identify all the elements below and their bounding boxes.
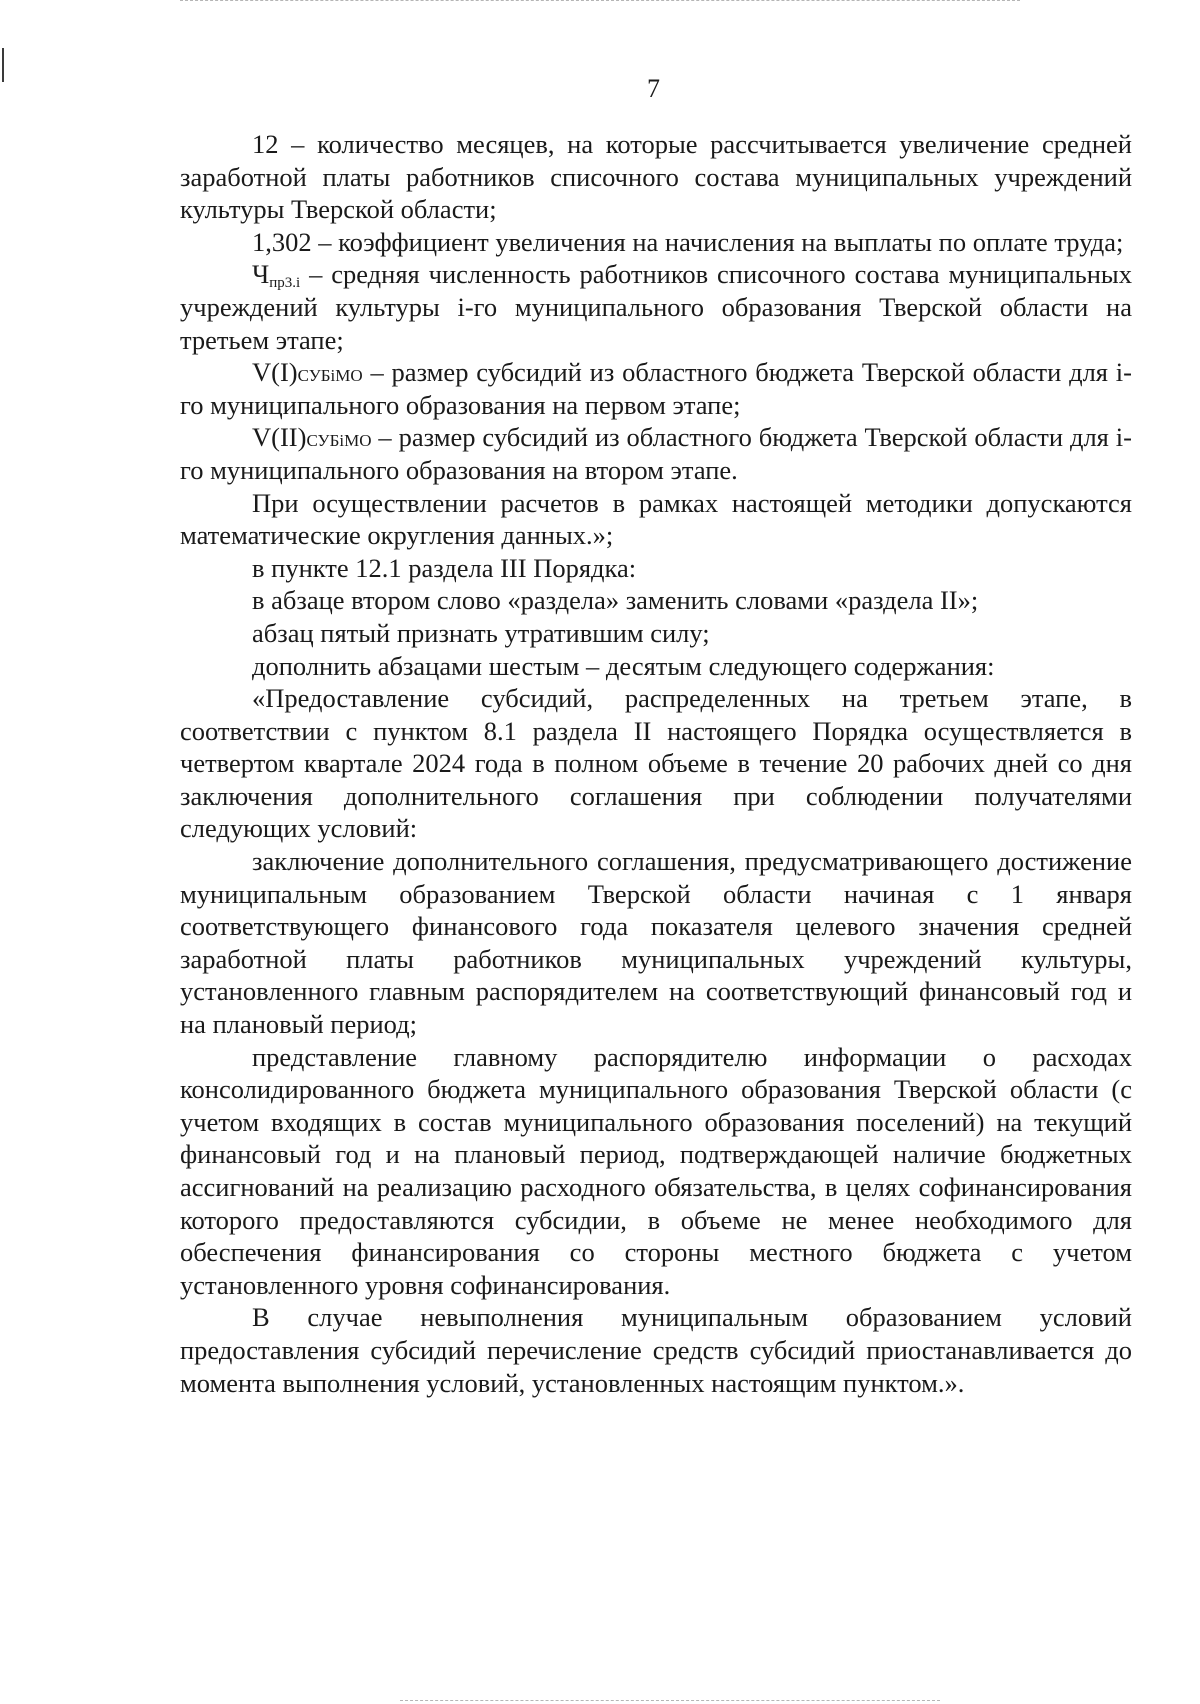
paragraph-subsidy-first-text: – размер субсидий из областного бюджета Тверской области для i-го муниципального образования на первом этапе; (180, 357, 1132, 420)
paragraph-coefficient: 1,302 – коэффициент увеличения на начисления на выплаты по оплате труда; (252, 226, 1124, 257)
paragraph-rounding: При осуществлении расчетов в рамках настоящей методики допускаются математические округления данных.»; (180, 487, 1132, 551)
formula-subscript: СУБiМО (297, 366, 363, 386)
scan-edge-bottom (400, 1700, 940, 1701)
paragraph-provision: «Предоставление субсидий, распределенных на третьем этапе, в соответствии с пунктом 8.1 раздела II настоящего Порядка осуществляется в четвертом квартале 2024 года в полном объеме в течение 20 рабочих дней со дня заключения дополнительного соглашения при соблюдении получателями следующих условий: (180, 683, 1132, 844)
paragraph-repeal-fifth: абзац пятый признать утратившим силу; (252, 617, 710, 648)
body-text (180, 128, 1132, 1399)
paragraph-suspension: В случае невыполнения муниципальным образованием условий предоставления субсидий перечисление средств субсидий приостанавливается до момента выполнения условий, установленных настоящим пунктом.». (180, 1302, 1132, 1398)
paragraph-add-paragraphs: дополнить абзацами шестым – десятым следующего содержания: (252, 650, 995, 681)
formula-symbol: V(I) (252, 357, 298, 388)
paragraph-headcount-text: – средняя численность работников списочного состава муниципальных учреждений культуры i-го муниципального образования Тверской области на третьем этапе; (180, 259, 1132, 355)
paragraph-condition-information: представление главному распорядителю информации о расходах консолидированного бюджета муниципального образования Тверской области (с учетом входящих в состав муниципального образования поселений) на текущий финансовый год и на плановый период, подтверждающей наличие бюджетных ассигнований на реализацию расходного обязательства, в целях софинансирования которого предоставляются субсидии, в объеме не менее необходимого для обеспечения финансирования со стороны местного бюджета с учетом установленного уровня софинансирования. (180, 1041, 1132, 1300)
formula-symbol: V(II) (252, 422, 307, 453)
paragraph-subsidy-second-stage (180, 421, 1132, 486)
formula-subscript: СУБiМО (306, 431, 372, 451)
scan-edge-top (180, 0, 1020, 3)
page-number: 7 (647, 74, 660, 103)
paragraph-clause-12-1: в пункте 12.1 раздела III Порядка: (252, 552, 637, 583)
formula-subscript: пр3.i (269, 275, 301, 292)
paragraph-subsidy-second-text: – размер субсидий из областного бюджета Тверской области для i-го муниципального образования на втором этапе. (180, 422, 1132, 485)
paragraph-subsidy-first-stage (180, 356, 1132, 421)
formula-symbol: Ч (252, 259, 270, 290)
paragraph-condition-agreement: заключение дополнительного соглашения, предусматривающего достижение муниципальным образованием Тверской области начиная с 1 января соответствующего финансового года показателя целевого значения средней заработной платы работников муниципальных учреждений культуры, установленного главным распорядителем на соответствующий финансовый год и на плановый период; (180, 846, 1132, 1040)
paragraph-replace-word: в абзаце втором слово «раздела» заменить словами «раздела II»; (252, 585, 979, 616)
paragraph-months: 12 – количество месяцев, на которые рассчитывается увеличение средней заработной платы работников списочного состава муниципальных учреждений культуры Тверской области; (180, 129, 1132, 225)
paragraph-headcount (180, 258, 1132, 356)
